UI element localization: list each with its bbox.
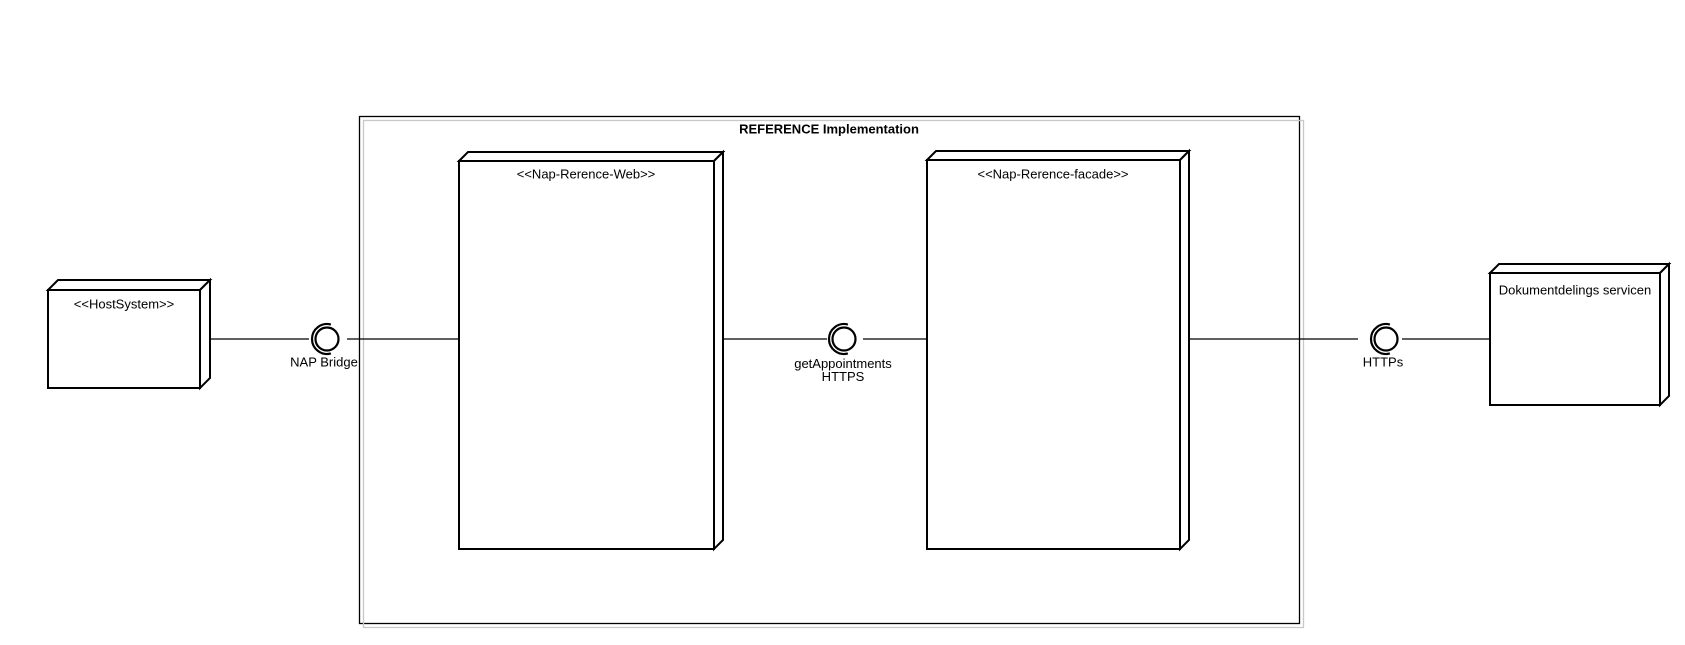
get-appointments-interface-label-line1: getAppointments bbox=[794, 356, 892, 371]
get-appointments-interface-label bbox=[794, 357, 892, 383]
nap-bridge-interface-icon bbox=[312, 324, 338, 354]
web-node-stereotype: <<Nap-Rerence-Web>> bbox=[516, 166, 656, 182]
get-appointments-interface-label-line2: HTTPS bbox=[821, 369, 865, 384]
dokument-node-label: Dokumentdelings servicen bbox=[1498, 282, 1652, 298]
https-interface-icon bbox=[1371, 324, 1397, 354]
host-node-stereotype: <<HostSystem>> bbox=[73, 296, 175, 312]
nap-reference-facade-node bbox=[927, 151, 1189, 549]
nap-bridge-interface-label: NAP Bridge bbox=[290, 354, 358, 370]
facade-node-stereotype: <<Nap-Rerence-facade>> bbox=[977, 166, 1129, 182]
nap-reference-web-node bbox=[459, 152, 723, 549]
container-title: REFERENCE Implementation bbox=[739, 121, 919, 137]
https-interface-label: HTTPs bbox=[1362, 354, 1404, 370]
